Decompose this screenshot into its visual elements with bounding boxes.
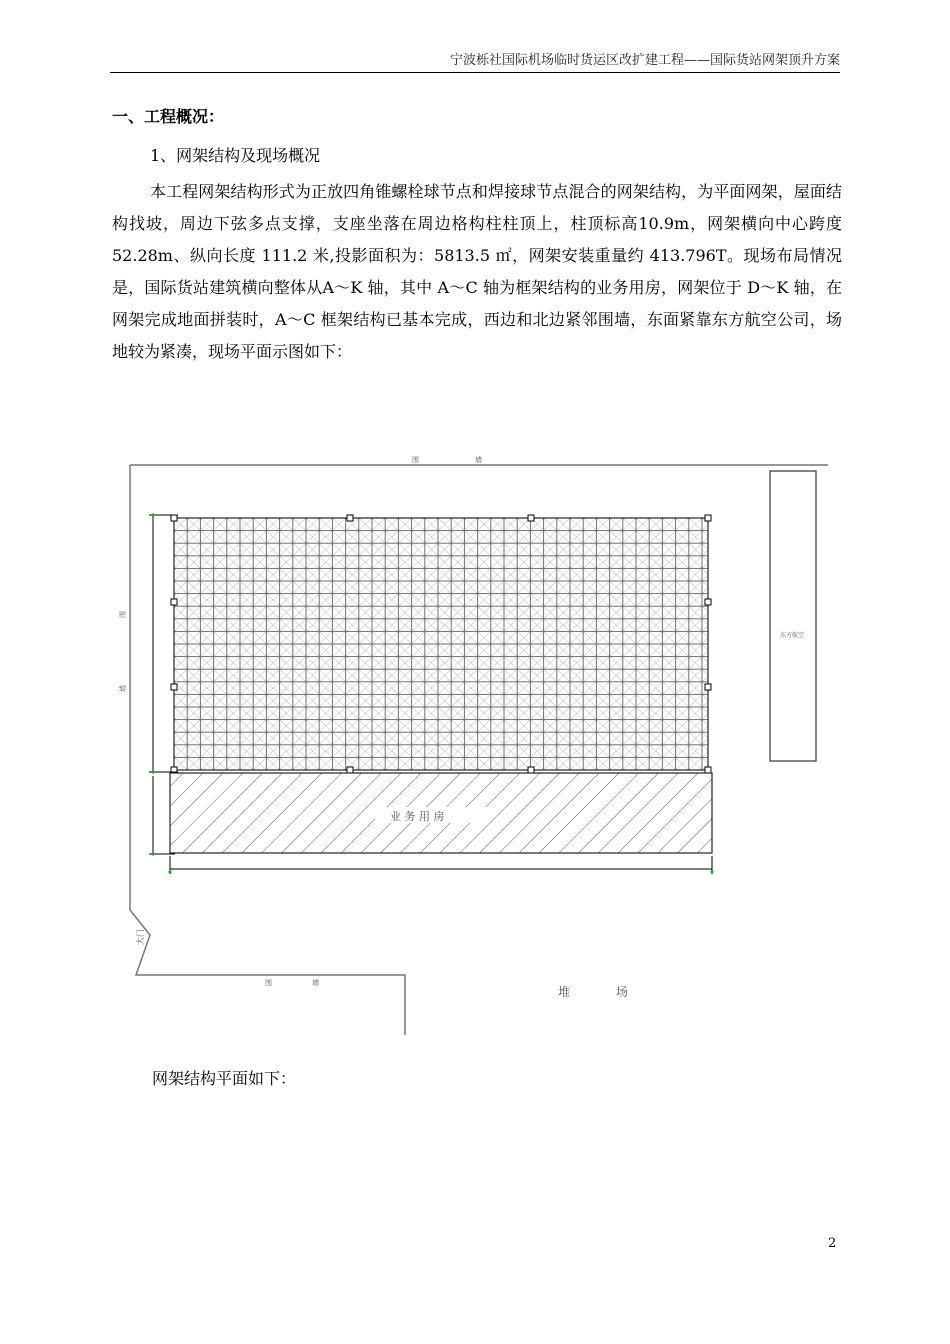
- figure-caption: 网架结构平面如下：: [152, 1069, 297, 1088]
- page-header: 宁波栎社国际机场临时货运区改扩建工程——国际货站网架顶升方案: [110, 50, 840, 73]
- south-wall-label-2: 墙: [312, 979, 319, 987]
- yard-label-1: 堆: [558, 985, 571, 999]
- west-wall-label-1: 围: [119, 611, 127, 618]
- gate-label: 大门: [136, 929, 145, 945]
- body-paragraph: 本工程网架结构形式为正放四角锥螺栓球节点和焊接球节点混合的网架结构，为平面网架，屋面结构找坡，周边下弦多点支撑，支座坐落在周边格构柱柱顶上，柱顶标高10.9m，网架横向中心跨度 52.28m、纵向长度 111.2 米,投影面积为：5813.5 ㎡，网架安装重量约 413.796T。现场布局情况是，国际货站建筑横向整体从A～K 轴，其中 A～C 轴为框架结构的业务用房，网架位于 D～K 轴，在网架完成地面拼装时，A～C 框架结构已基本完成，西边和北边紧邻围墙，东面紧靠东方航空公司，场地较为紧凑，现场平面示图如下：: [112, 182, 842, 361]
- site-plan-diagram: [120, 440, 840, 1040]
- west-wall-label-2: 墙: [119, 685, 127, 692]
- section-heading: 一、工程概况：: [112, 107, 225, 126]
- north-wall-label-2: 墙: [475, 456, 482, 464]
- section-subheading: 1、网架结构及现场概况: [150, 146, 321, 165]
- east-building-label: 东方航空: [780, 632, 805, 639]
- space-frame-grid: [174, 518, 708, 770]
- east-building: [770, 471, 816, 761]
- business-building-label: 业 务 用 房: [390, 810, 445, 823]
- south-wall-label-1: 围: [265, 979, 272, 987]
- page-number: 2: [828, 1236, 837, 1251]
- north-wall-label-1: 围: [412, 456, 419, 464]
- yard-label-2: 场: [616, 985, 629, 999]
